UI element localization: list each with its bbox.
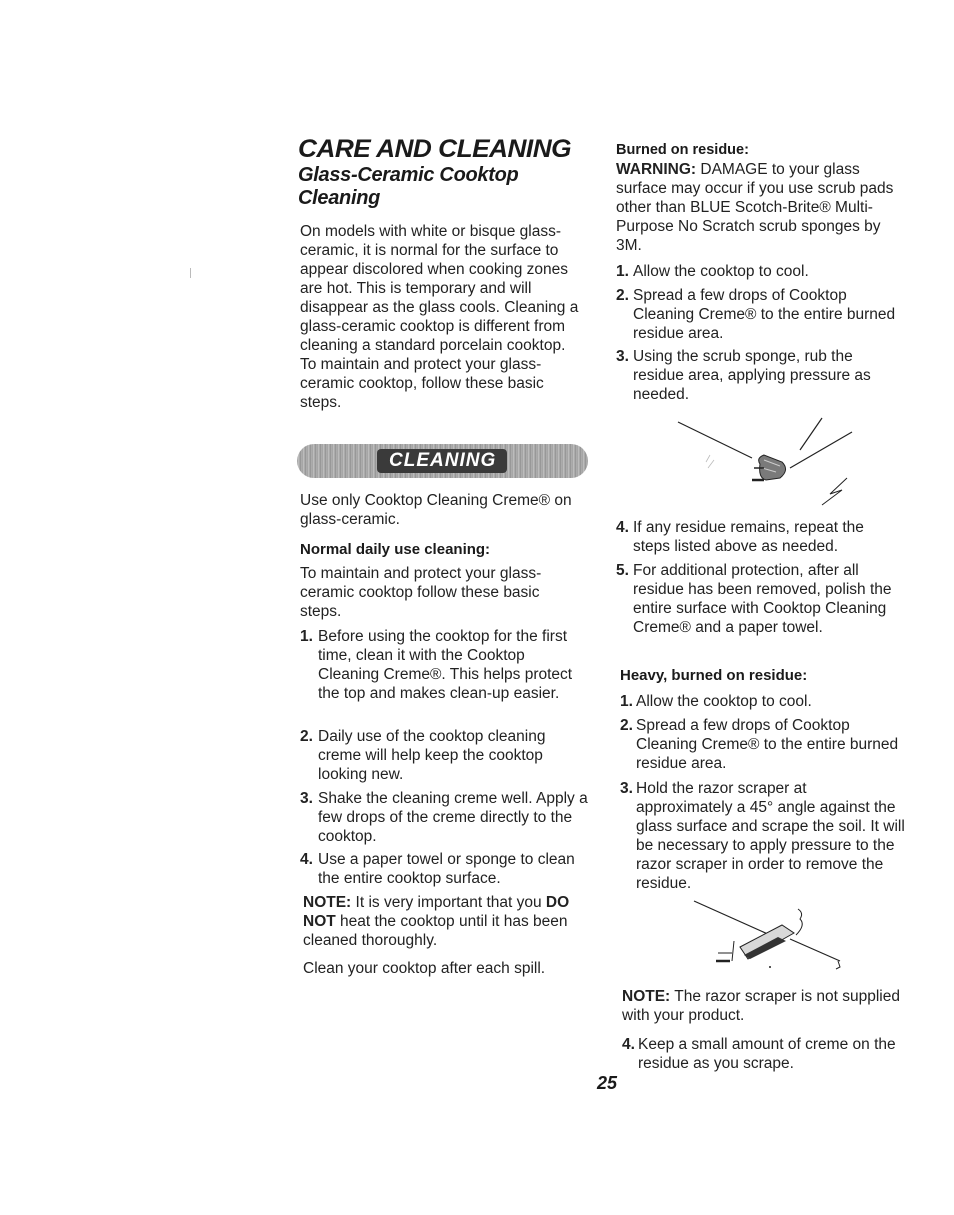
normal-use-intro: To maintain and protect your glass-ceramic cooktop follow these basic steps. bbox=[300, 565, 542, 620]
list-item bbox=[620, 716, 905, 773]
note-text: heat the cooktop until it has been cleaned thoroughly. bbox=[303, 913, 568, 949]
list-item bbox=[622, 1035, 907, 1073]
step-text: Shake the cleaning creme well. Apply a few drops of the creme directly to the cooktop. bbox=[318, 790, 588, 845]
list-item bbox=[616, 262, 901, 281]
step-text: Allow the cooktop to cool. bbox=[633, 263, 809, 280]
list-item bbox=[300, 727, 590, 784]
warning-paragraph bbox=[616, 160, 898, 255]
list-item bbox=[300, 789, 590, 846]
margin-mark bbox=[190, 268, 191, 278]
step-number: 5. bbox=[616, 562, 629, 579]
section-subtitle: Glass-Ceramic Cooktop Cleaning bbox=[298, 164, 519, 209]
step-number: 3. bbox=[620, 780, 633, 797]
step-text: Hold the razor scraper at approximately a 45° angle against the glass surface and scrape the soil. It will be necessary to apply pressure to the razor scraper in order to remove the residue. bbox=[636, 780, 905, 892]
list-item bbox=[616, 561, 901, 637]
step-number: 4. bbox=[616, 519, 629, 536]
list-item bbox=[616, 347, 901, 404]
step-number: 2. bbox=[620, 717, 633, 734]
use-only-text: Use only Cooktop Cleaning Creme® on glass-ceramic. bbox=[300, 492, 572, 528]
step-text: Keep a small amount of creme on the residue as you scrape. bbox=[638, 1036, 896, 1072]
warning-label: WARNING: bbox=[616, 161, 697, 178]
normal-use-heading: Normal daily use cleaning: bbox=[300, 541, 491, 558]
step-number: 4. bbox=[622, 1036, 635, 1053]
step-text: Before using the cooktop for the first time, clean it with the Cooktop Cleaning Creme®. This helps protect the top and makes clean-up easier. bbox=[318, 628, 573, 702]
note-label: NOTE: bbox=[303, 894, 352, 911]
note-paragraph bbox=[303, 893, 588, 950]
step-text: For additional protection, after all residue has been removed, polish the entire surface with Cooktop Cleaning Creme® and a paper towel. bbox=[633, 562, 892, 636]
step-number: 2. bbox=[616, 287, 629, 304]
burned-residue-heading: Burned on residue: bbox=[616, 142, 749, 158]
step-text: Spread a few drops of Cooktop Cleaning Creme® to the entire burned residue area. bbox=[633, 287, 896, 342]
list-item bbox=[616, 518, 901, 556]
note-label: NOTE: bbox=[622, 988, 671, 1005]
step-number: 1. bbox=[300, 628, 313, 645]
step-text: Allow the cooktop to cool. bbox=[636, 693, 812, 710]
step-number: 1. bbox=[620, 693, 633, 710]
step-text: Spread a few drops of Cooktop Cleaning Creme® to the entire burned residue area. bbox=[636, 717, 899, 772]
scrub-sponge-illustration bbox=[672, 410, 862, 510]
step-text: Use a paper towel or sponge to clean the entire cooktop surface. bbox=[318, 851, 575, 887]
scraper-note bbox=[622, 987, 907, 1025]
step-number: 4. bbox=[300, 851, 313, 868]
step-number: 3. bbox=[616, 348, 629, 365]
warning-text: DAMAGE to your glass surface may occur if you use scrub pads other than BLUE Scotch-Brite® Multi-Purpose No Scratch scrub sponges by 3M. bbox=[616, 161, 894, 254]
list-item bbox=[300, 850, 590, 888]
section-title: CARE AND CLEANING bbox=[298, 135, 572, 163]
note-text: It is very important that you bbox=[351, 894, 546, 911]
list-item bbox=[620, 692, 905, 711]
banner-label: CLEANING bbox=[389, 450, 497, 471]
list-item bbox=[616, 286, 901, 343]
step-text: Daily use of the cooktop cleaning creme will help keep the cooktop looking new. bbox=[318, 728, 546, 783]
intro-paragraph: On models with white or bisque glass-ceramic, it is normal for the surface to appear discolored when cooking zones are hot. This is temporary and will disappear as the glass cools. Cleaning a glass-ceramic cooktop is different from cleaning a standard porcelain cooktop. To maintain and protect your glass-ceramic cooktop, follow these basic steps. bbox=[300, 223, 579, 411]
list-item bbox=[620, 779, 905, 893]
list-item bbox=[300, 627, 590, 703]
page-number: 25 bbox=[597, 1073, 618, 1093]
note-emphasis: DO NOT bbox=[303, 894, 570, 930]
razor-scraper-illustration bbox=[690, 895, 850, 975]
step-number: 3. bbox=[300, 790, 313, 807]
step-text: Using the scrub sponge, rub the residue area, applying pressure as needed. bbox=[633, 348, 871, 403]
step-number: 1. bbox=[616, 263, 629, 280]
step-text: If any residue remains, repeat the steps listed above as needed. bbox=[633, 519, 864, 555]
closing-text: Clean your cooktop after each spill. bbox=[303, 960, 546, 977]
note-text: The razor scraper is not supplied with your product. bbox=[622, 988, 900, 1024]
heavy-residue-heading: Heavy, burned on residue: bbox=[620, 667, 808, 684]
cleaning-banner bbox=[297, 444, 588, 478]
step-number: 2. bbox=[300, 728, 313, 745]
